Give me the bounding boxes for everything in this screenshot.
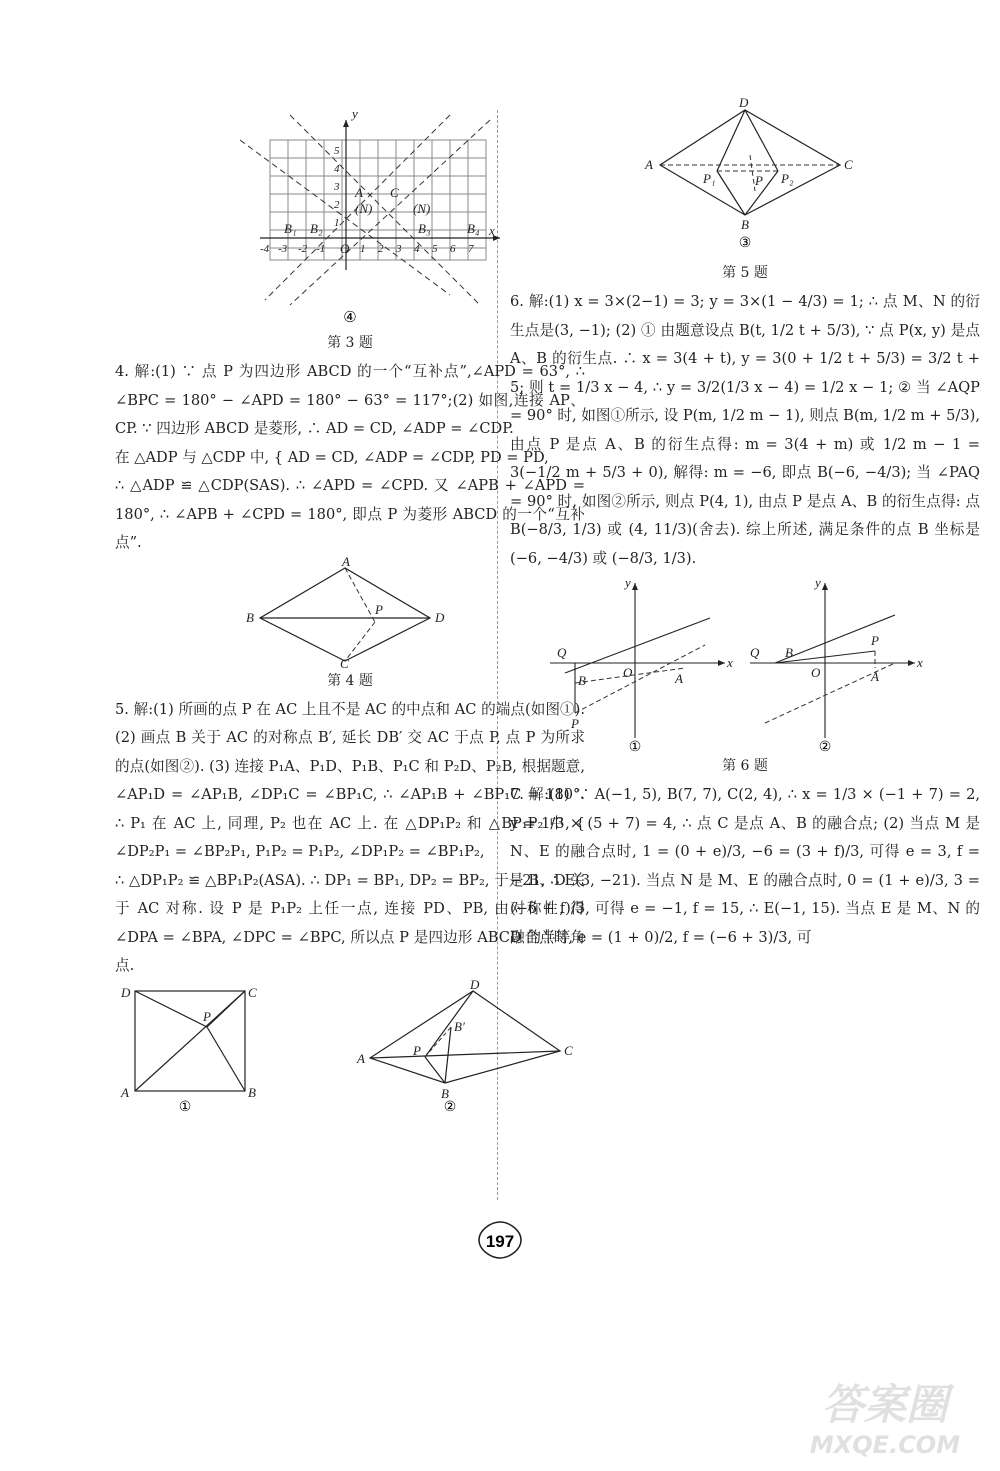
watermark-line-1: 答案圈 — [821, 1380, 949, 1429]
fig5c-label-P: P — [755, 173, 763, 188]
xtick-7: 7 — [468, 243, 474, 255]
xtick-neg1: -1 — [316, 243, 326, 255]
label-B3: B₃ — [418, 221, 431, 236]
fig6b-label-B: B — [785, 645, 793, 660]
fig5b-label-B: B — [441, 1085, 449, 1101]
figure-4-rhombus — [240, 553, 460, 671]
fig5a-label-B: B — [248, 1084, 256, 1100]
xtick-neg2: -2 — [298, 243, 308, 255]
label-N-left: (N) — [355, 201, 373, 216]
fig6b-label-A: A — [871, 669, 879, 684]
fig5c-label-P2: P₂ — [781, 171, 794, 186]
answer-question-7: 7. 解:(1) ∵ A(−1, 5), B(7, 7), C(2, 4), ∴ x = 1/3 × (−1 + 7) = 2, y = 1/3 × (5 + 7) = 4, ∴ 点 C 是点 A、B 的融合点; (2) 当点 M 是 N、E 的融合点时, 1 = (0 + e)/3, −6 = (3 + f)/3, 可得 e = 3, f = −21, ∴ E(3, −21). 当点 N 是 M、E 的融合点时, 0 = (1 + e)/3, 3 = (−6 + f)/3, 可得 e = −1, f = 15, ∴ E(−1, 15). 当点 E 是 M、N 的融合点时, e = (1 + 0)/2, f = (−6 + 3)/3, 可 — [510, 786, 980, 946]
xtick-6: 6 — [450, 243, 456, 255]
caption-question-6: 第 6 题 — [722, 758, 768, 774]
fig5a-label-C: C — [248, 984, 257, 1000]
answer-question-5: 5. 解:(1) 所画的点 P 在 AC 上且不是 AC 的中点和 AC 的端点(如图①). (2) 画点 B 关于 AC 的对称点 B′, 延长 DB′ 交 AC 于点 P, 点 P 为所求的点(如图②). (3) 连接 P₁A、P₁D、P₁B、P₁C 和 P₂D、P₂B, 根据题意, ∠AP₁D = ∠AP₁B, ∠DP₁C = ∠BP₁C, ∴ ∠AP₁B + ∠BP₁C = 180°. ∴ P₁ 在 AC 上, 同理, P₂ 也在 AC 上. 在 △DP₁P₂ 和 △BP₁P₂ 中, { ∠DP₂P₁ = ∠BP₂P₁, P₁P₂ = P₁P₂, ∠DP₁P₂ = ∠BP₁P₂, ∴ △DP₁P₂ ≌ △BP₁P₂(ASA). ∴ DP₁ = BP₁, DP₂ = BP₂, 于是 B、D 关于 AC 对称. 设 P 是 P₁P₂ 上任一点, 连接 PD、PB, 由对称性, 得 ∠DPA = ∠BPA, ∠DPC = ∠BPC, 所以点 P 是四边形 ABCD 的半等角点. — [115, 700, 585, 974]
watermark-logo — [780, 1371, 990, 1461]
fig5b-label-P: P — [413, 1042, 421, 1058]
figure-5-3-rhombus — [635, 95, 855, 270]
figure-5-1-square — [115, 983, 255, 1113]
ytick-3: 3 — [334, 181, 340, 193]
label-A: A — [355, 185, 363, 200]
fig5c-label-C: C — [844, 157, 853, 172]
fig6b-label-P: P — [871, 633, 879, 648]
page-number-badge — [475, 1220, 525, 1260]
caption-question-3: 第 3 题 — [327, 335, 373, 351]
fig6b-label-Q: Q — [750, 645, 760, 660]
fig6a-label-A: A — [675, 671, 683, 686]
xtick-4: 4 — [414, 243, 420, 255]
fig6b-label-O: O — [811, 665, 821, 680]
xtick-2: 2 — [378, 243, 384, 255]
fig6a-label-P: P — [571, 716, 579, 731]
watermark-line-2: MXQE.COM — [809, 1431, 961, 1459]
fig6a-label-Q: Q — [557, 645, 567, 660]
fig4-label-A: A — [342, 553, 350, 569]
xtick-1: 1 — [360, 243, 366, 255]
fig5a-label-D: D — [121, 984, 131, 1000]
page-number: 197 — [485, 1232, 515, 1251]
figure-6-coordinate-graphs — [545, 573, 945, 753]
label-y-axis: y — [352, 106, 358, 121]
figure-marker-2: ② — [443, 1099, 457, 1115]
label-B1: B₁ — [284, 221, 297, 236]
label-N-right: (N) — [413, 201, 431, 216]
ytick-1: 1 — [334, 217, 340, 229]
answer-question-6: 6. 解:(1) x = 3×(2−1) = 3; y = 3×(1 − 4/3) = 1; ∴ 点 M、N 的衍生点是(3, −1); (2) ① 由题意设点 B(t, 1/2 t + 5/3), ∵ 点 P(x, y) 是点 A、B 的衍生点. ∴ x = 3(4 + t), y = 3(0 + 1/2 t + 5/3) = 3/2 t + 5; 则 t = 1/3 x − 4, ∴ y = 3/2(1/3 x − 4) = 1/2 x − 1; ② 当 ∠AQP = 90° 时, 如图①所示, 设 P(m, 1/2 m − 1), 则点 B(m, 1/2 m + 5/3), 由点 P 是点 A、B 的衍生点得: m = 3(4 + m) 或 1/2 m − 1 = 3(−1/2 m + 5/3 + 0), 解得: m = −6, 即点 B(−6, −4/3); 当 ∠PAQ = 90° 时, 如图②所示, 则点 P(4, 1), 由点 P 是点 A、B 的衍生点得: 点 B(−8/3, 1/3) 或 (4, 11/3)(舍去). 综上所述, 满足条件的点 B 坐标是 (−6, −4/3) 或 (−8/3, 1/3). — [510, 293, 980, 567]
fig6-marker-2: ② — [818, 740, 832, 755]
fig5c-label-B: B — [741, 217, 749, 232]
ytick-2: 2 — [334, 199, 340, 211]
fig6a-label-O: O — [623, 665, 633, 680]
figure-5-2-quadrilateral — [355, 976, 585, 1115]
fig6-marker-1: ① — [628, 740, 642, 755]
fig6a-label-y: y — [625, 575, 631, 590]
figure-3-coordinate-grid — [200, 100, 500, 330]
fig4-label-C: C — [340, 655, 349, 671]
caption-question-4: 第 4 题 — [327, 672, 373, 689]
right-column — [510, 95, 980, 952]
label-O: O — [340, 241, 350, 256]
fig5b-label-D: D — [470, 976, 480, 992]
fig4-label-B: B — [246, 609, 254, 625]
xtick-3: 3 — [396, 243, 402, 255]
label-C: C — [390, 185, 399, 200]
xtick-neg4: -4 — [260, 243, 270, 255]
fig5b-label-C: C — [564, 1042, 573, 1058]
xtick-neg3: -3 — [278, 243, 288, 255]
fig5c-label-A: A — [645, 157, 653, 172]
fig6a-label-B: B — [578, 673, 586, 688]
fig5c-label-D: D — [739, 95, 749, 110]
fig5b-label-A: A — [357, 1050, 365, 1066]
fig5b-label-Bprime: B′ — [454, 1018, 465, 1034]
answer-question-4: 4. 解:(1) ∵ 点 P 为四边形 ABCD 的一个“互补点”,∠APD = 63°, ∴ ∠BPC = 180° − ∠APD = 180° − 63° = 117°;(2) 如图,连接 AP、CP. ∵ 四边形 ABCD 是菱形, ∴ AD = CD, ∠ADP = ∠CDP. 在 △ADP 与 △CDP 中, { AD = CD, ∠ADP = ∠CDP, PD = PD, ∴ △ADP ≌ △CDP(SAS). ∴ ∠APD = ∠CPD. 又 ∠APB + ∠APD = 180°, ∴ ∠APB + ∠CPD = 180°, 即点 P 为菱形 ABCD 的一个“互补点”. — [115, 363, 585, 551]
fig5a-label-A: A — [121, 1084, 129, 1100]
label-x-axis: x — [489, 223, 495, 238]
ytick-4: 4 — [334, 163, 340, 175]
xtick-5: 5 — [432, 243, 438, 255]
figure-marker-4: ④ — [343, 310, 357, 326]
fig5c-label-P1: P₁ — [703, 171, 716, 186]
fig6b-label-x: x — [917, 655, 923, 670]
label-B4: B₄ — [467, 221, 480, 236]
caption-question-5: 第 5 题 — [722, 265, 768, 281]
fig6a-label-x: x — [727, 655, 733, 670]
fig6b-label-y: y — [815, 575, 821, 590]
fig4-label-D: D — [435, 609, 445, 625]
ytick-5: 5 — [334, 145, 340, 157]
figure-marker-3: ③ — [738, 236, 752, 251]
fig5a-label-P: P — [203, 1008, 211, 1024]
label-B2: B₂ — [310, 221, 323, 236]
fig4-label-P: P — [375, 601, 383, 617]
figure-marker-1: ① — [178, 1099, 192, 1115]
